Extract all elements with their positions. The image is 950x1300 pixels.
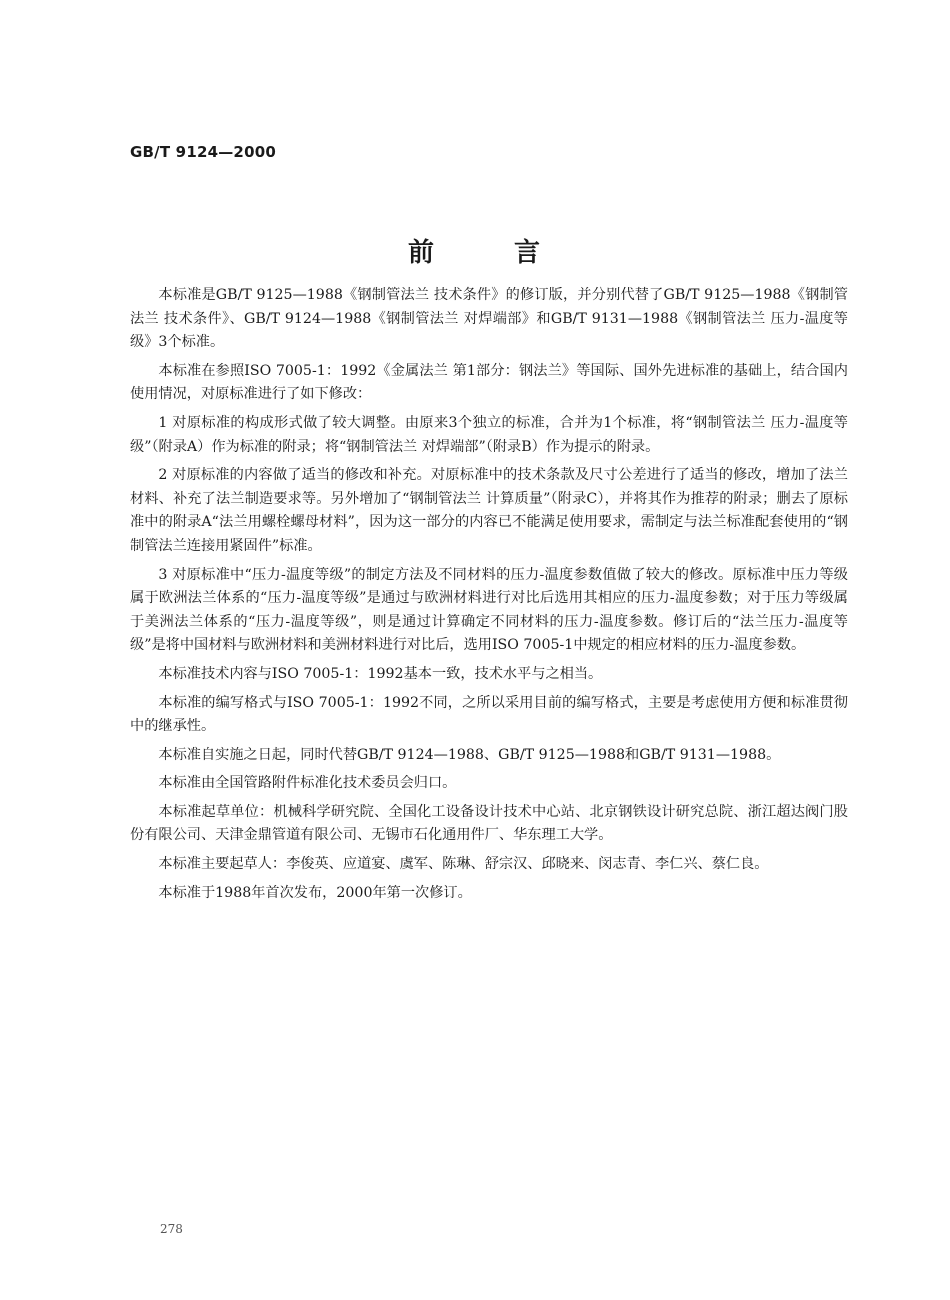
paragraph-replacement: 本标准自实施之日起，同时代替GB/T 9124—1988、GB/T 9125—1988和GB/T 9131—1988。 [158, 746, 781, 763]
title-char-2: 言 [514, 238, 543, 268]
paragraph-revision-scope: 本标准是GB/T 9125—1988《钢制管法兰 技术条件》的修订版，并分别代替了GB/T 9125—1988《钢制管法兰 技术条件》、GB/T 9124—1988《钢制管法兰 对焊端部》和GB/T 9131—1988《钢制管法兰 压力-温度等级》3个标准。 [130, 287, 848, 351]
paragraph-drafters: 本标准主要起草人：李俊英、应道宴、虞军、陈琳、舒宗汉、邱晓来、闵志青、李仁兴、蔡仁良。 [158, 856, 769, 873]
paragraph-publication-history: 本标准于1988年首次发布，2000年第一次修订。 [158, 884, 472, 901]
paragraph-format-note: 本标准的编写格式与ISO 7005-1：1992不同，之所以采用目前的编写格式，主要是考虑使用方便和标准贯彻中的继承性。 [130, 694, 848, 735]
paragraph-change-2: 2 对原标准的内容做了适当的修改和补充。对原标准中的技术条款及尺寸公差进行了适当的修改，增加了法兰材料、补充了法兰制造要求等。另外增加了“钢制管法兰 计算质量”（附录C），并将其作为推荐的附录；删去了原标准中的附录A“法兰用螺栓螺母材料”，因为这一部分的内容已不能满足使用要求，需制定与法兰标准配套使用的“钢制管法兰连接用紧固件”标准。 [130, 467, 848, 554]
title-char-1: 前 [407, 238, 436, 268]
foreword-body [130, 284, 848, 910]
paragraph-change-1: 1 对原标准的构成形式做了较大调整。由原来3个独立的标准，合并为1个标准，将“钢制管法兰 压力-温度等级”（附录A）作为标准的附录；将“钢制管法兰 对焊端部”（附录B）作为提示的附录。 [130, 414, 848, 455]
page-number: 278 [160, 1222, 183, 1236]
paragraph-committee: 本标准由全国管路附件标准化技术委员会归口。 [158, 775, 457, 792]
paragraph-change-3: 3 对原标准中“压力-温度等级”的制定方法及不同材料的压力-温度参数值做了较大的修改。原标准中压力等级属于欧洲法兰体系的“压力-温度等级”是通过与欧洲材料进行对比后选用其相应的压力-温度参数；对于压力等级属于美洲法兰体系的“压力-温度等级”，则是通过计算确定不同材料的压力-温度参数。修订后的“法兰压力-温度等级”是将中国材料与欧洲材料和美洲材料进行对比后，选用ISO 7005-1中规定的相应材料的压力-温度参数。 [130, 566, 848, 654]
paragraph-reference-basis: 本标准在参照ISO 7005-1：1992《金属法兰 第1部分：钢法兰》等国际、国外先进标准的基础上，结合国内使用情况，对原标准进行了如下修改： [130, 362, 848, 403]
paragraph-drafting-units: 本标准起草单位：机械科学研究院、全国化工设备设计技术中心站、北京钢铁设计研究总院、浙江超达阀门股份有限公司、天津金鼎管道有限公司、无锡市石化通用件厂、华东理工大学。 [130, 803, 848, 844]
paragraph-technical-equivalence: 本标准技术内容与ISO 7005-1：1992基本一致，技术水平与之相当。 [158, 665, 603, 682]
page-title [0, 232, 950, 269]
standard-code-header: GB/T 9124—2000 [130, 143, 276, 161]
